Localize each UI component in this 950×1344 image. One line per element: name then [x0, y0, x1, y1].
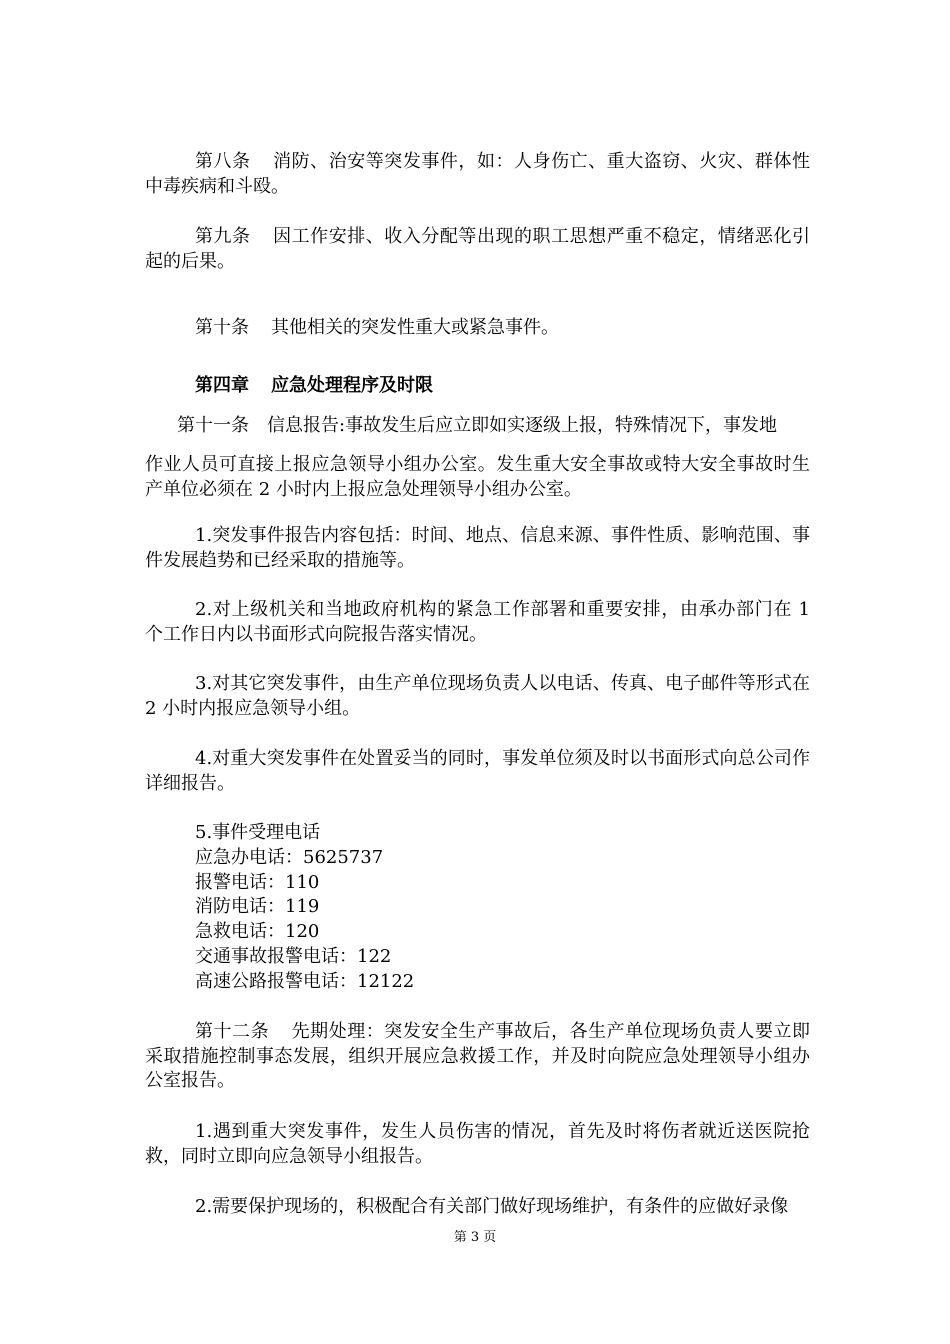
article-12: [145, 1020, 810, 1094]
article-10-head: 第十条: [195, 317, 249, 338]
article-12-text: 先期处理：突发安全生产事故后，各生产单位现场负责人要立即采取措施控制事态发展，组织开展应急救援工作，并及时向院应急处理领导小组办公室报告。: [145, 1021, 810, 1091]
chapter-4-heading: [195, 374, 433, 399]
article-8-head: 第八条: [195, 151, 251, 172]
phone-highway-police: 高速公路报警电话：12122: [195, 970, 415, 992]
article-8: [145, 150, 810, 199]
phone-fire: 消防电话：119: [195, 896, 320, 918]
article-11-item-4: 4.对重大突发事件在处置妥当的同时，事发单位须及时以书面形式向总公司作详细报告。: [145, 748, 810, 794]
article-12-item-2: 2.需要保护现场的，积极配合有关部门做好现场维护，有条件的应做好录像: [195, 1196, 789, 1217]
phone-ambulance: 急救电话：120: [195, 921, 320, 943]
article-11-rest: 作业人员可直接上报应急领导小组办公室。发生重大安全事故或特大安全事故时生产单位必须在 2 小时内上报应急处理领导小组办公室。: [145, 454, 810, 500]
chapter-4-title: 应急处理程序及时限: [271, 375, 433, 396]
phone-traffic-accident: 交通事故报警电话：122: [195, 945, 392, 967]
article-11-item-2: 2.对上级机关和当地政府机构的紧急工作部署和重要安排，由承办部门在 1 个工作日内以书面形式向院报告落实情况。: [145, 599, 810, 645]
article-10-text: 其他相关的突发性重大或紧急事件。: [271, 317, 559, 338]
article-9: [145, 225, 810, 274]
phone-list: [195, 821, 695, 995]
phone-list-title: 5.事件受理电话: [195, 822, 321, 843]
phone-emergency-office: 应急办电话：5625737: [195, 846, 384, 868]
article-11-item-3: 3.对其它突发事件，由生产单位现场负责人以电话、传真、电子邮件等形式在 2 小时内报应急领导小组。: [145, 673, 810, 719]
article-11-first-line: 第十一条 信息报告:事故发生后应立即如实逐级上报，特殊情况下，事发地: [177, 415, 778, 436]
article-12-head: 第十二条: [195, 1021, 270, 1042]
article-12-item-1: 1.遇到重大突发事件，发生人员伤害的情况，首先及时将伤者就近送医院抢救，同时立即向应急领导小组报告。: [145, 1121, 810, 1167]
article-10: [145, 316, 810, 341]
page-number-footer: 第 3 页: [453, 1230, 497, 1245]
article-9-head: 第九条: [195, 226, 251, 247]
chapter-4-number: 第四章: [195, 375, 249, 396]
article-11-item-1: 1.突发事件报告内容包括：时间、地点、信息来源、事件性质、影响范围、事件发展趋势和已经采取的措施等。: [145, 525, 810, 571]
phone-police: 报警电话：110: [195, 871, 320, 893]
article-8-text: 消防、治安等突发事件，如：人身伤亡、重大盗窃、火灾、群体性中毒疾病和斗殴。: [145, 151, 810, 197]
article-9-text: 因工作安排、收入分配等出现的职工思想严重不稳定，情绪恶化引起的后果。: [145, 226, 810, 272]
